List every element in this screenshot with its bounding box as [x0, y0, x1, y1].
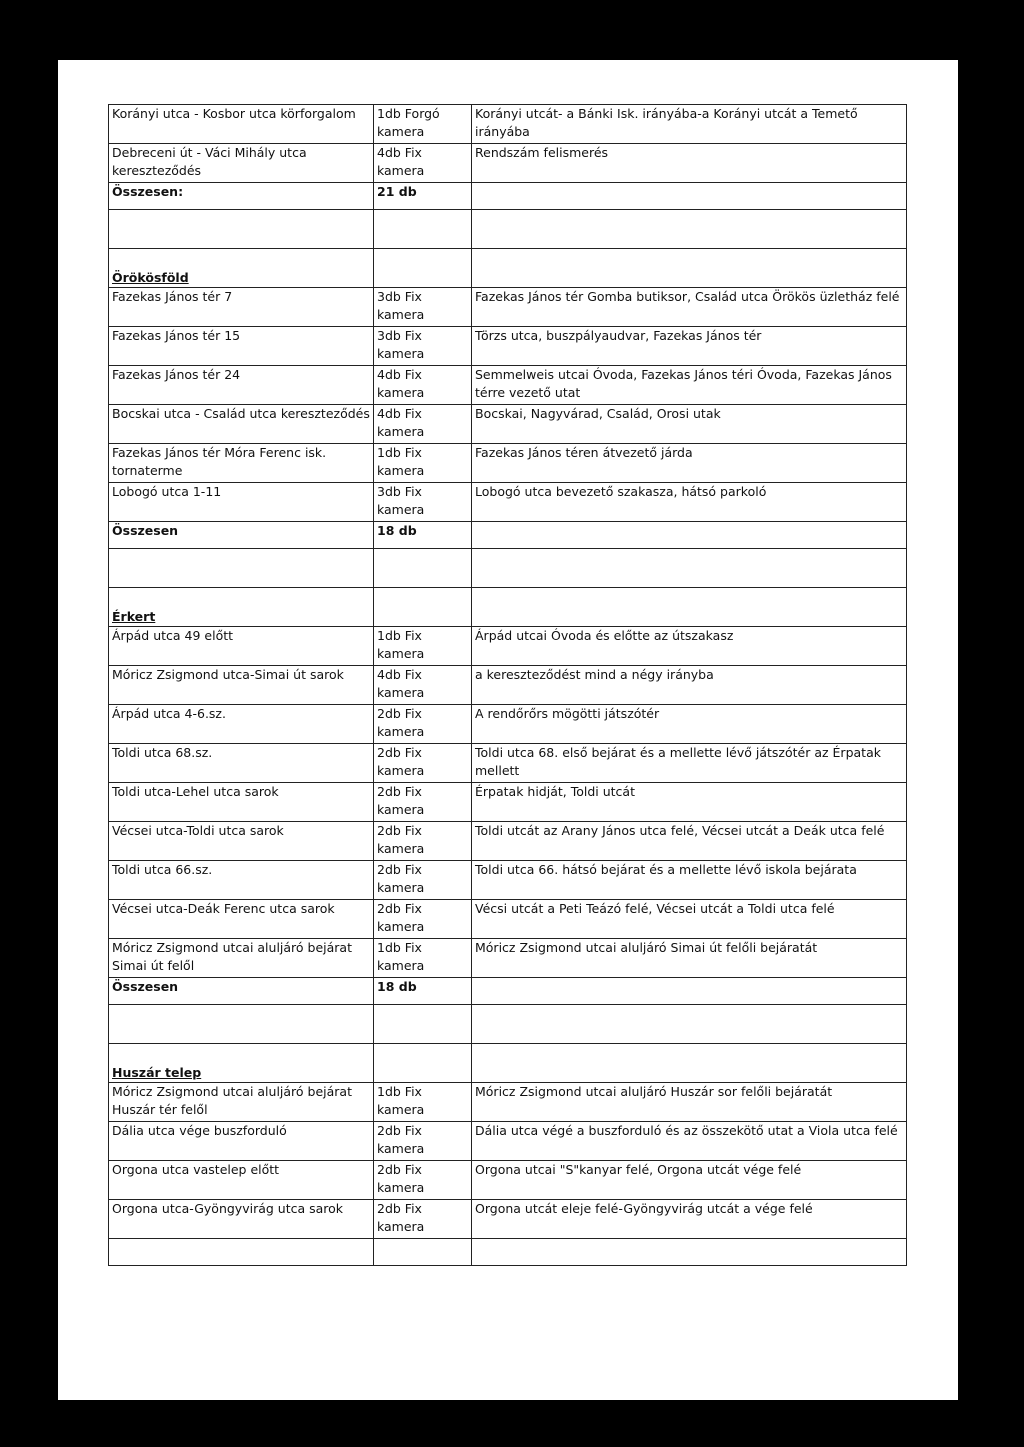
direction-cell: Korányi utcát- a Bánki Isk. irányába-a Korányi utcát a Temető irányába [472, 105, 907, 144]
location-cell: Toldi utca-Lehel utca sarok [109, 783, 374, 822]
camera-cell: 3db Fix kamera [374, 327, 472, 366]
location-cell: Vécsei utca-Deák Ferenc utca sarok [109, 900, 374, 939]
direction-cell: Árpád utcai Óvoda és előtte az útszakasz [472, 627, 907, 666]
camera-cell: 2db Fix kamera [374, 900, 472, 939]
spacer-cell [109, 549, 374, 588]
table-row [109, 1161, 907, 1200]
direction-cell: Vécsi utcát a Peti Teázó felé, Vécsei utcát a Toldi utca felé [472, 900, 907, 939]
location-cell: Lobogó utca 1-11 [109, 483, 374, 522]
table-row [109, 900, 907, 939]
total-label: Összesen: [109, 183, 374, 210]
camera-cell: 2db Fix kamera [374, 705, 472, 744]
camera-cell: 2db Fix kamera [374, 744, 472, 783]
spacer-cell [374, 1005, 472, 1044]
location-cell: Fazekas János tér Móra Ferenc isk. tornaterme [109, 444, 374, 483]
table-row [109, 405, 907, 444]
section-heading-row [109, 249, 907, 288]
location-cell: Vécsei utca-Toldi utca sarok [109, 822, 374, 861]
direction-cell: A rendőrőrs mögötti játszótér [472, 705, 907, 744]
spacer-cell [472, 1239, 907, 1266]
spacer-cell [472, 183, 907, 210]
section-spacer-row [109, 210, 907, 249]
location-cell: Árpád utca 4-6.sz. [109, 705, 374, 744]
location-cell: Fazekas János tér 7 [109, 288, 374, 327]
table-row [109, 744, 907, 783]
direction-cell: Toldi utca 68. első bejárat és a mellette lévő játszótér az Érpatak mellett [472, 744, 907, 783]
section-title-text: Örökösföld [112, 270, 189, 285]
location-cell: Orgona utca-Gyöngyvirág utca sarok [109, 1200, 374, 1239]
camera-cell: 4db Fix kamera [374, 144, 472, 183]
table-row [109, 861, 907, 900]
spacer-cell [374, 1044, 472, 1083]
direction-cell: Törzs utca, buszpályaudvar, Fazekas János tér [472, 327, 907, 366]
location-cell: Dália utca vége buszforduló [109, 1122, 374, 1161]
direction-cell: Semmelweis utcai Óvoda, Fazekas János téri Óvoda, Fazekas János térre vezető utat [472, 366, 907, 405]
camera-cell: 2db Fix kamera [374, 783, 472, 822]
section-heading-row [109, 588, 907, 627]
spacer-cell [374, 210, 472, 249]
table-row [109, 444, 907, 483]
spacer-cell [472, 588, 907, 627]
camera-cell: 1db Fix kamera [374, 939, 472, 978]
location-cell: Fazekas János tér 24 [109, 366, 374, 405]
table-row [109, 783, 907, 822]
spacer-cell [109, 210, 374, 249]
total-row [109, 522, 907, 549]
table-row [109, 939, 907, 978]
location-cell: Debreceni út - Váci Mihály utca kereszteződés [109, 144, 374, 183]
total-label: Összesen [109, 978, 374, 1005]
camera-cell: 1db Fix kamera [374, 627, 472, 666]
direction-cell: Fazekas János tér Gomba butiksor, Család utca Örökös üzletház felé [472, 288, 907, 327]
spacer-cell [109, 1005, 374, 1044]
camera-cell: 3db Fix kamera [374, 483, 472, 522]
spacer-cell [472, 1005, 907, 1044]
spacer-cell [374, 549, 472, 588]
table-row [109, 666, 907, 705]
location-cell: Móricz Zsigmond utcai aluljáró bejárat Simai út felől [109, 939, 374, 978]
section-heading-row [109, 1044, 907, 1083]
camera-cell: 2db Fix kamera [374, 861, 472, 900]
location-cell: Toldi utca 68.sz. [109, 744, 374, 783]
direction-cell: Érpatak hidját, Toldi utcát [472, 783, 907, 822]
location-cell: Korányi utca - Kosbor utca körforgalom [109, 105, 374, 144]
table-row [109, 483, 907, 522]
spacer-cell [472, 210, 907, 249]
table-row [109, 627, 907, 666]
location-cell: Móricz Zsigmond utcai aluljáró bejárat Huszár tér felől [109, 1083, 374, 1122]
total-label: Összesen [109, 522, 374, 549]
direction-cell: Orgona utcát eleje felé-Gyöngyvirág utcát a vége felé [472, 1200, 907, 1239]
spacer-cell [374, 588, 472, 627]
section-title [109, 1044, 374, 1083]
spacer-cell [472, 549, 907, 588]
spacer-cell [472, 249, 907, 288]
direction-cell: Orgona utcai "S"kanyar felé, Orgona utcát vége felé [472, 1161, 907, 1200]
location-cell: Móricz Zsigmond utca-Simai út sarok [109, 666, 374, 705]
table-row [109, 1122, 907, 1161]
table-row [109, 144, 907, 183]
table-row [109, 288, 907, 327]
camera-cell: 4db Fix kamera [374, 366, 472, 405]
camera-table [108, 104, 907, 1266]
table-row [109, 1083, 907, 1122]
location-cell: Toldi utca 66.sz. [109, 861, 374, 900]
camera-table-body [109, 105, 907, 1266]
empty-row [109, 1239, 907, 1266]
table-row [109, 366, 907, 405]
table-row [109, 1200, 907, 1239]
direction-cell: Bocskai, Nagyvárad, Család, Orosi utak [472, 405, 907, 444]
direction-cell: Móricz Zsigmond utcai aluljáró Simai út felőli bejáratát [472, 939, 907, 978]
total-row [109, 183, 907, 210]
camera-cell: 3db Fix kamera [374, 288, 472, 327]
table-row [109, 705, 907, 744]
total-value: 21 db [374, 183, 472, 210]
location-cell: Orgona utca vastelep előtt [109, 1161, 374, 1200]
section-title-text: Érkert [112, 609, 156, 624]
section-title [109, 249, 374, 288]
camera-cell: 4db Fix kamera [374, 666, 472, 705]
spacer-cell [472, 522, 907, 549]
section-title [109, 588, 374, 627]
section-spacer-row [109, 549, 907, 588]
camera-cell: 2db Fix kamera [374, 1200, 472, 1239]
section-title-text: Huszár telep [112, 1065, 202, 1080]
location-cell: Árpád utca 49 előtt [109, 627, 374, 666]
camera-cell: 1db Forgó kamera [374, 105, 472, 144]
camera-cell: 1db Fix kamera [374, 1083, 472, 1122]
camera-cell: 2db Fix kamera [374, 822, 472, 861]
table-row [109, 822, 907, 861]
direction-cell: Toldi utca 66. hátsó bejárat és a mellette lévő iskola bejárata [472, 861, 907, 900]
spacer-cell [109, 1239, 374, 1266]
camera-cell: 2db Fix kamera [374, 1122, 472, 1161]
direction-cell: Lobogó utca bevezető szakasza, hátsó parkoló [472, 483, 907, 522]
table-row [109, 105, 907, 144]
table-row [109, 327, 907, 366]
spacer-cell [374, 249, 472, 288]
direction-cell: a kereszteződést mind a négy irányba [472, 666, 907, 705]
total-value: 18 db [374, 522, 472, 549]
direction-cell: Fazekas János téren átvezető járda [472, 444, 907, 483]
direction-cell: Toldi utcát az Arany János utca felé, Vécsei utcát a Deák utca felé [472, 822, 907, 861]
spacer-cell [374, 1239, 472, 1266]
location-cell: Bocskai utca - Család utca kereszteződés [109, 405, 374, 444]
location-cell: Fazekas János tér 15 [109, 327, 374, 366]
direction-cell: Móricz Zsigmond utcai aluljáró Huszár sor felőli bejáratát [472, 1083, 907, 1122]
total-row [109, 978, 907, 1005]
camera-cell: 4db Fix kamera [374, 405, 472, 444]
spacer-cell [472, 1044, 907, 1083]
direction-cell: Dália utca végé a buszforduló és az összekötő utat a Viola utca felé [472, 1122, 907, 1161]
camera-cell: 2db Fix kamera [374, 1161, 472, 1200]
direction-cell: Rendszám felismerés [472, 144, 907, 183]
total-value: 18 db [374, 978, 472, 1005]
spacer-cell [472, 978, 907, 1005]
section-spacer-row [109, 1005, 907, 1044]
camera-cell: 1db Fix kamera [374, 444, 472, 483]
